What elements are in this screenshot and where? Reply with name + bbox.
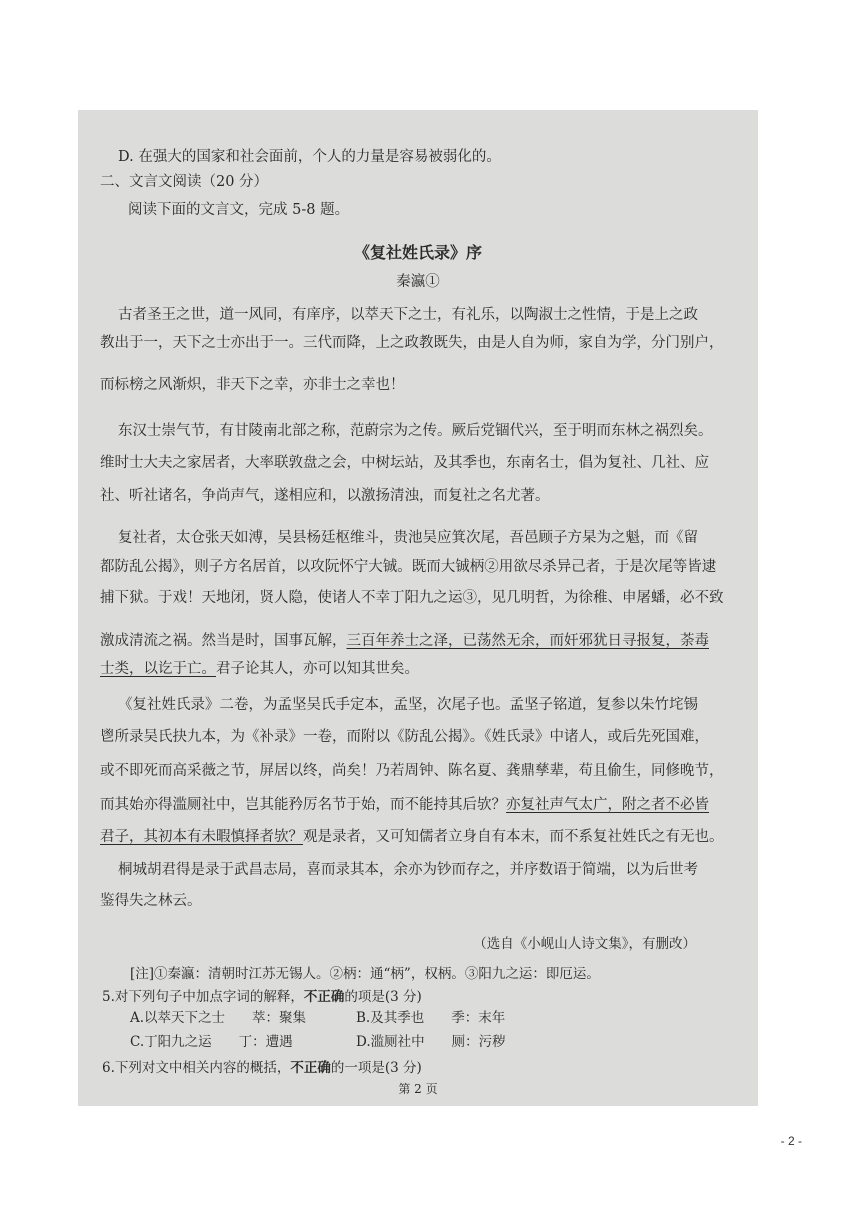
p4-text: 而其始亦得滥厕社中，岂其能矜厉名节于始，而不能持其后欤？: [100, 797, 506, 813]
p1-line: 而标榜之风渐炽，非天下之幸，亦非士之幸也！: [100, 377, 405, 393]
p2-line: 维时士大夫之家居者，大率联敦盘之会，中树坛站，及其季也，东南名士，倡为复社、几社、应: [100, 455, 709, 471]
passage-source: （选自《小岘山人诗文集》，有删改）: [473, 936, 696, 952]
underlined-sentence: 士类，以讫于亡。: [100, 661, 216, 677]
question-6-stem: [102, 1056, 422, 1076]
p4-line: [100, 796, 709, 814]
p4-text: 观是录者，又可知儒者立身自有本末，而不系复社姓氏之有无也。: [303, 829, 724, 845]
p3-line: 都防乱公揭》，则子方名居首，以攻阮怀宁大铖。既而大铖柄②用欲尽杀异己者，于是次尾等皆逮: [100, 559, 717, 575]
top-option: D. 在强大的国家和社会面前，个人的力量是容易被弱化的。: [118, 149, 501, 165]
section-heading: 二、文言文阅读（20 分）: [100, 174, 269, 190]
q5-stem-bold: 不正确: [303, 989, 345, 1005]
p4-line: 或不即死而高采薇之节，屏居以终，尚矣！乃若周钟、陈名夏、龚鼎孳辈，苟且偷生，同修晚节，: [100, 763, 724, 779]
question-5-stem: [102, 985, 422, 1005]
p4-line: [100, 828, 724, 846]
underlined-sentence: 君子，其初本有未暇慎择者欤？: [100, 829, 303, 845]
instruction: 阅读下面的文言文，完成 5-8 题。: [128, 202, 350, 218]
p3-line: 捕下狱。于戏！天地闭，贤人隐，使诸人不幸丁阳九之运③，见几明哲，为徐稚、申屠蟠，必不致: [100, 590, 724, 606]
inner-page-label: 第 2 页: [398, 1082, 438, 1096]
q5-stem-post: 的项是(3 分): [344, 989, 422, 1005]
p2-line: 社、听社诸名，争尚声气，遂相应和，以激扬清浊，而复社之名尤著。: [100, 488, 550, 504]
p3-line: 复社者，太仓张天如溥，吴县杨廷枢维斗，贵池吴应箕次尾，吾邑顾子方杲为之魁，而《留: [118, 530, 698, 546]
q6-stem-bold: 不正确: [290, 1060, 331, 1076]
p3-text: 激成清流之祸。然当是时，国事瓦解，: [100, 633, 347, 649]
p5-line: 鉴得失之林云。: [100, 893, 202, 909]
p4-line: 《复社姓氏录》二卷，为孟坚吴氏手定本，孟坚，次尾子也。孟坚子铭道，复参以朱竹垞锡: [118, 697, 698, 713]
footnotes: [注]①秦瀛：清朝时江苏无锡人。②柄：通“柄”，权柄。③阳九之运：即厄运。: [130, 966, 600, 982]
p2-line: 东汉士崇气节，有甘陵南北部之称，范蔚宗为之传。厥后党锢代兴，至于明而东林之祸烈矣。: [118, 423, 713, 439]
q5-option-b: B.及其季也 季：末年: [356, 1010, 506, 1026]
p3-text: 君子论其人，亦可以知其世矣。: [216, 661, 419, 677]
p3-line: [100, 632, 709, 650]
underlined-sentence: 三百年养士之泽，已荡然无余，而奸邪犹日寻报复，荼毒: [346, 633, 709, 649]
passage-author: 秦瀛①: [396, 274, 440, 290]
q5-stem-pre: 5.对下列句子中加点字词的解释，: [102, 989, 304, 1005]
q5-option-a: A.以萃天下之士 萃：聚集: [130, 1010, 307, 1026]
p3-line: [100, 660, 419, 678]
q5-option-c: C.丁阳九之运 丁：遭遇: [130, 1034, 293, 1050]
q6-stem-pre: 6.下列对文中相关内容的概括，: [102, 1060, 291, 1076]
p4-line: 鬯所录吴氏抉九本，为《补录》一卷，而附以《防乱公揭》。《姓氏录》中诸人，或后先死国难，: [100, 729, 709, 745]
scanned-page: [78, 110, 758, 1106]
q5-option-d: D.滥厕社中 厕：污秽: [356, 1034, 506, 1050]
q6-stem-post: 的一项是(3 分): [330, 1060, 422, 1076]
underlined-sentence: 亦复社声气太广，附之者不必皆: [506, 797, 709, 813]
p5-line: 桐城胡君得是录于武昌志局，喜而录其本，余亦为钞而存之，并序数语于简端，以为后世考: [118, 862, 698, 878]
p1-line: 古者圣王之世，道一风同，有庠序，以萃天下之士，有礼乐，以陶淑士之性情，于是上之政: [118, 307, 698, 323]
p1-line: 教出于一，天下之士亦出于一。三代而降，上之政教既失，由是人自为师，家自为学，分门别户，: [100, 335, 724, 351]
page-number: - 2 -: [780, 1134, 802, 1148]
passage-title: 《复社姓氏录》序: [353, 243, 482, 262]
